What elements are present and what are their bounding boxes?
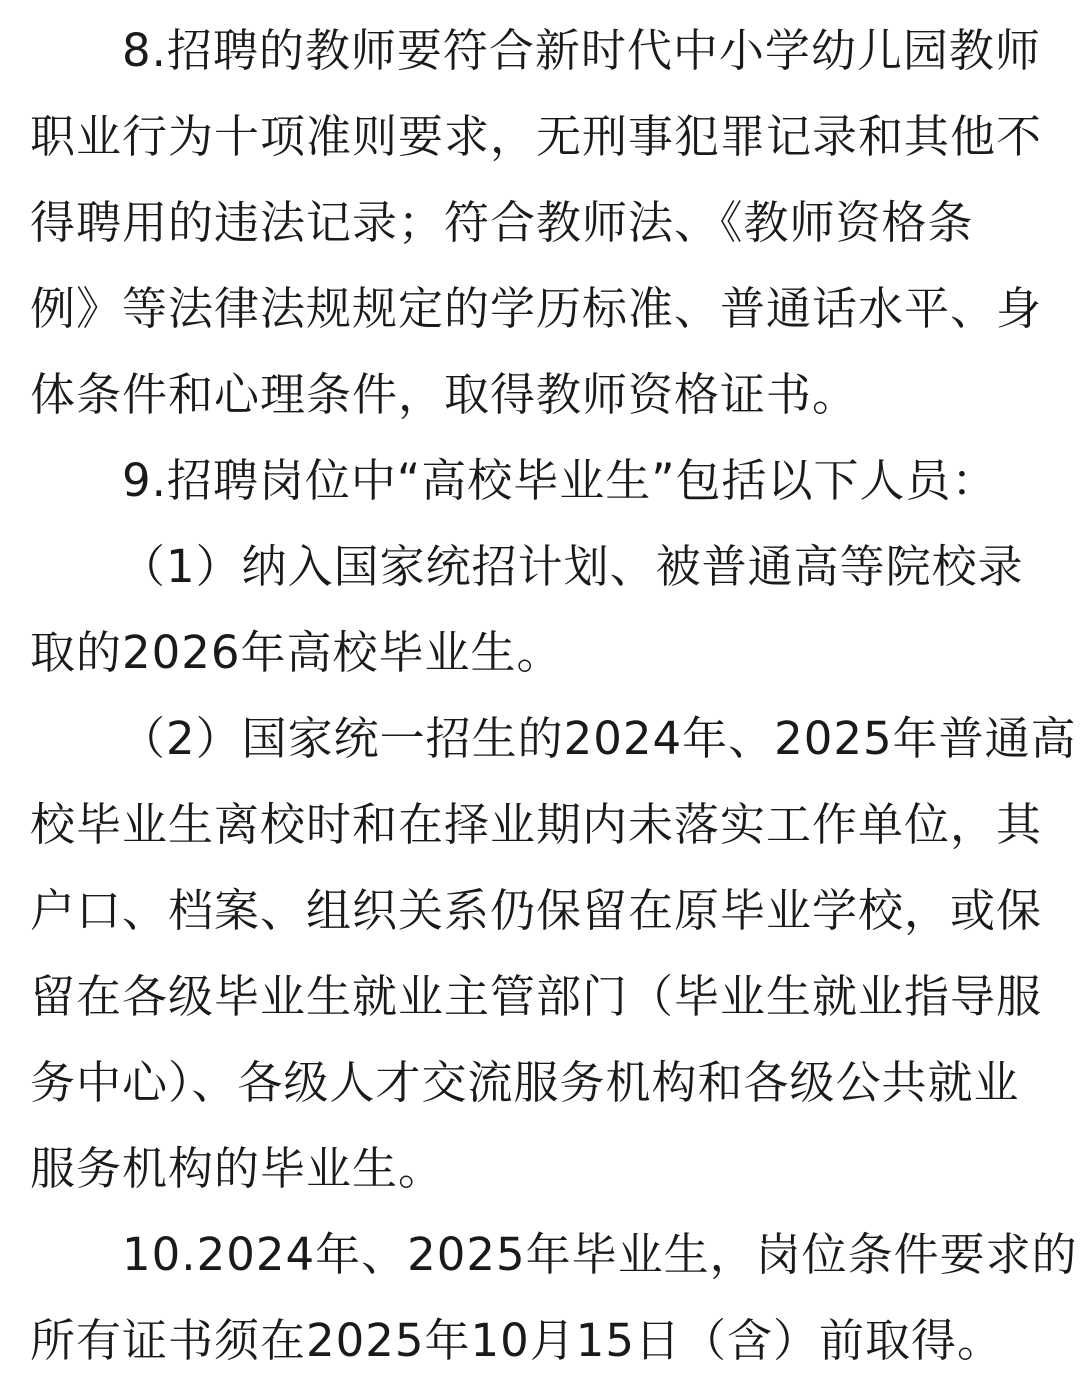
paragraph-8-line-2: 职业行为十项准则要求，无刑事犯罪记录和其他不 — [30, 110, 1043, 163]
paragraph-8-line-5: 体条件和心理条件，取得教师资格证书。 — [30, 368, 859, 421]
item-2-line-3: 户口、档案、组织关系仍保留在原毕业学校，或保 — [30, 884, 1043, 937]
paragraph-8-line-1: 8.招聘的教师要符合新时代中小学幼儿园教师 — [122, 24, 1041, 77]
paragraph-10-line-2: 所有证书须在2025年10月15日（含）前取得。 — [30, 1314, 1004, 1367]
item-2-line-1: （2）国家统一招生的2024年、2025年普通高 — [120, 712, 1077, 765]
item-2-line-2: 校毕业生离校时和在择业期内未落实工作单位，其 — [30, 798, 1043, 851]
paragraph-9-line-1: 9.招聘岗位中“高校毕业生”包括以下人员： — [122, 454, 998, 507]
item-2-line-6: 服务机构的毕业生。 — [30, 1142, 445, 1195]
paragraph-8-line-3: 得聘用的违法记录；符合教师法、《教师资格条 — [30, 196, 974, 249]
item-2-line-5: 务中心）、各级人才交流服务机构和各级公共就业 — [30, 1056, 1020, 1109]
paragraph-10-line-1: 10.2024年、2025年毕业生，岗位条件要求的 — [122, 1228, 1078, 1281]
item-2-line-4: 留在各级毕业生就业主管部门（毕业生就业指导服 — [30, 970, 1043, 1023]
item-1-line-1: （1）纳入国家统招计划、被普通高等院校录 — [120, 540, 1024, 593]
paragraph-8-line-4: 例》等法律法规规定的学历标准、普通话水平、身 — [30, 282, 1043, 335]
item-1-line-2: 取的2026年高校毕业生。 — [30, 626, 563, 679]
